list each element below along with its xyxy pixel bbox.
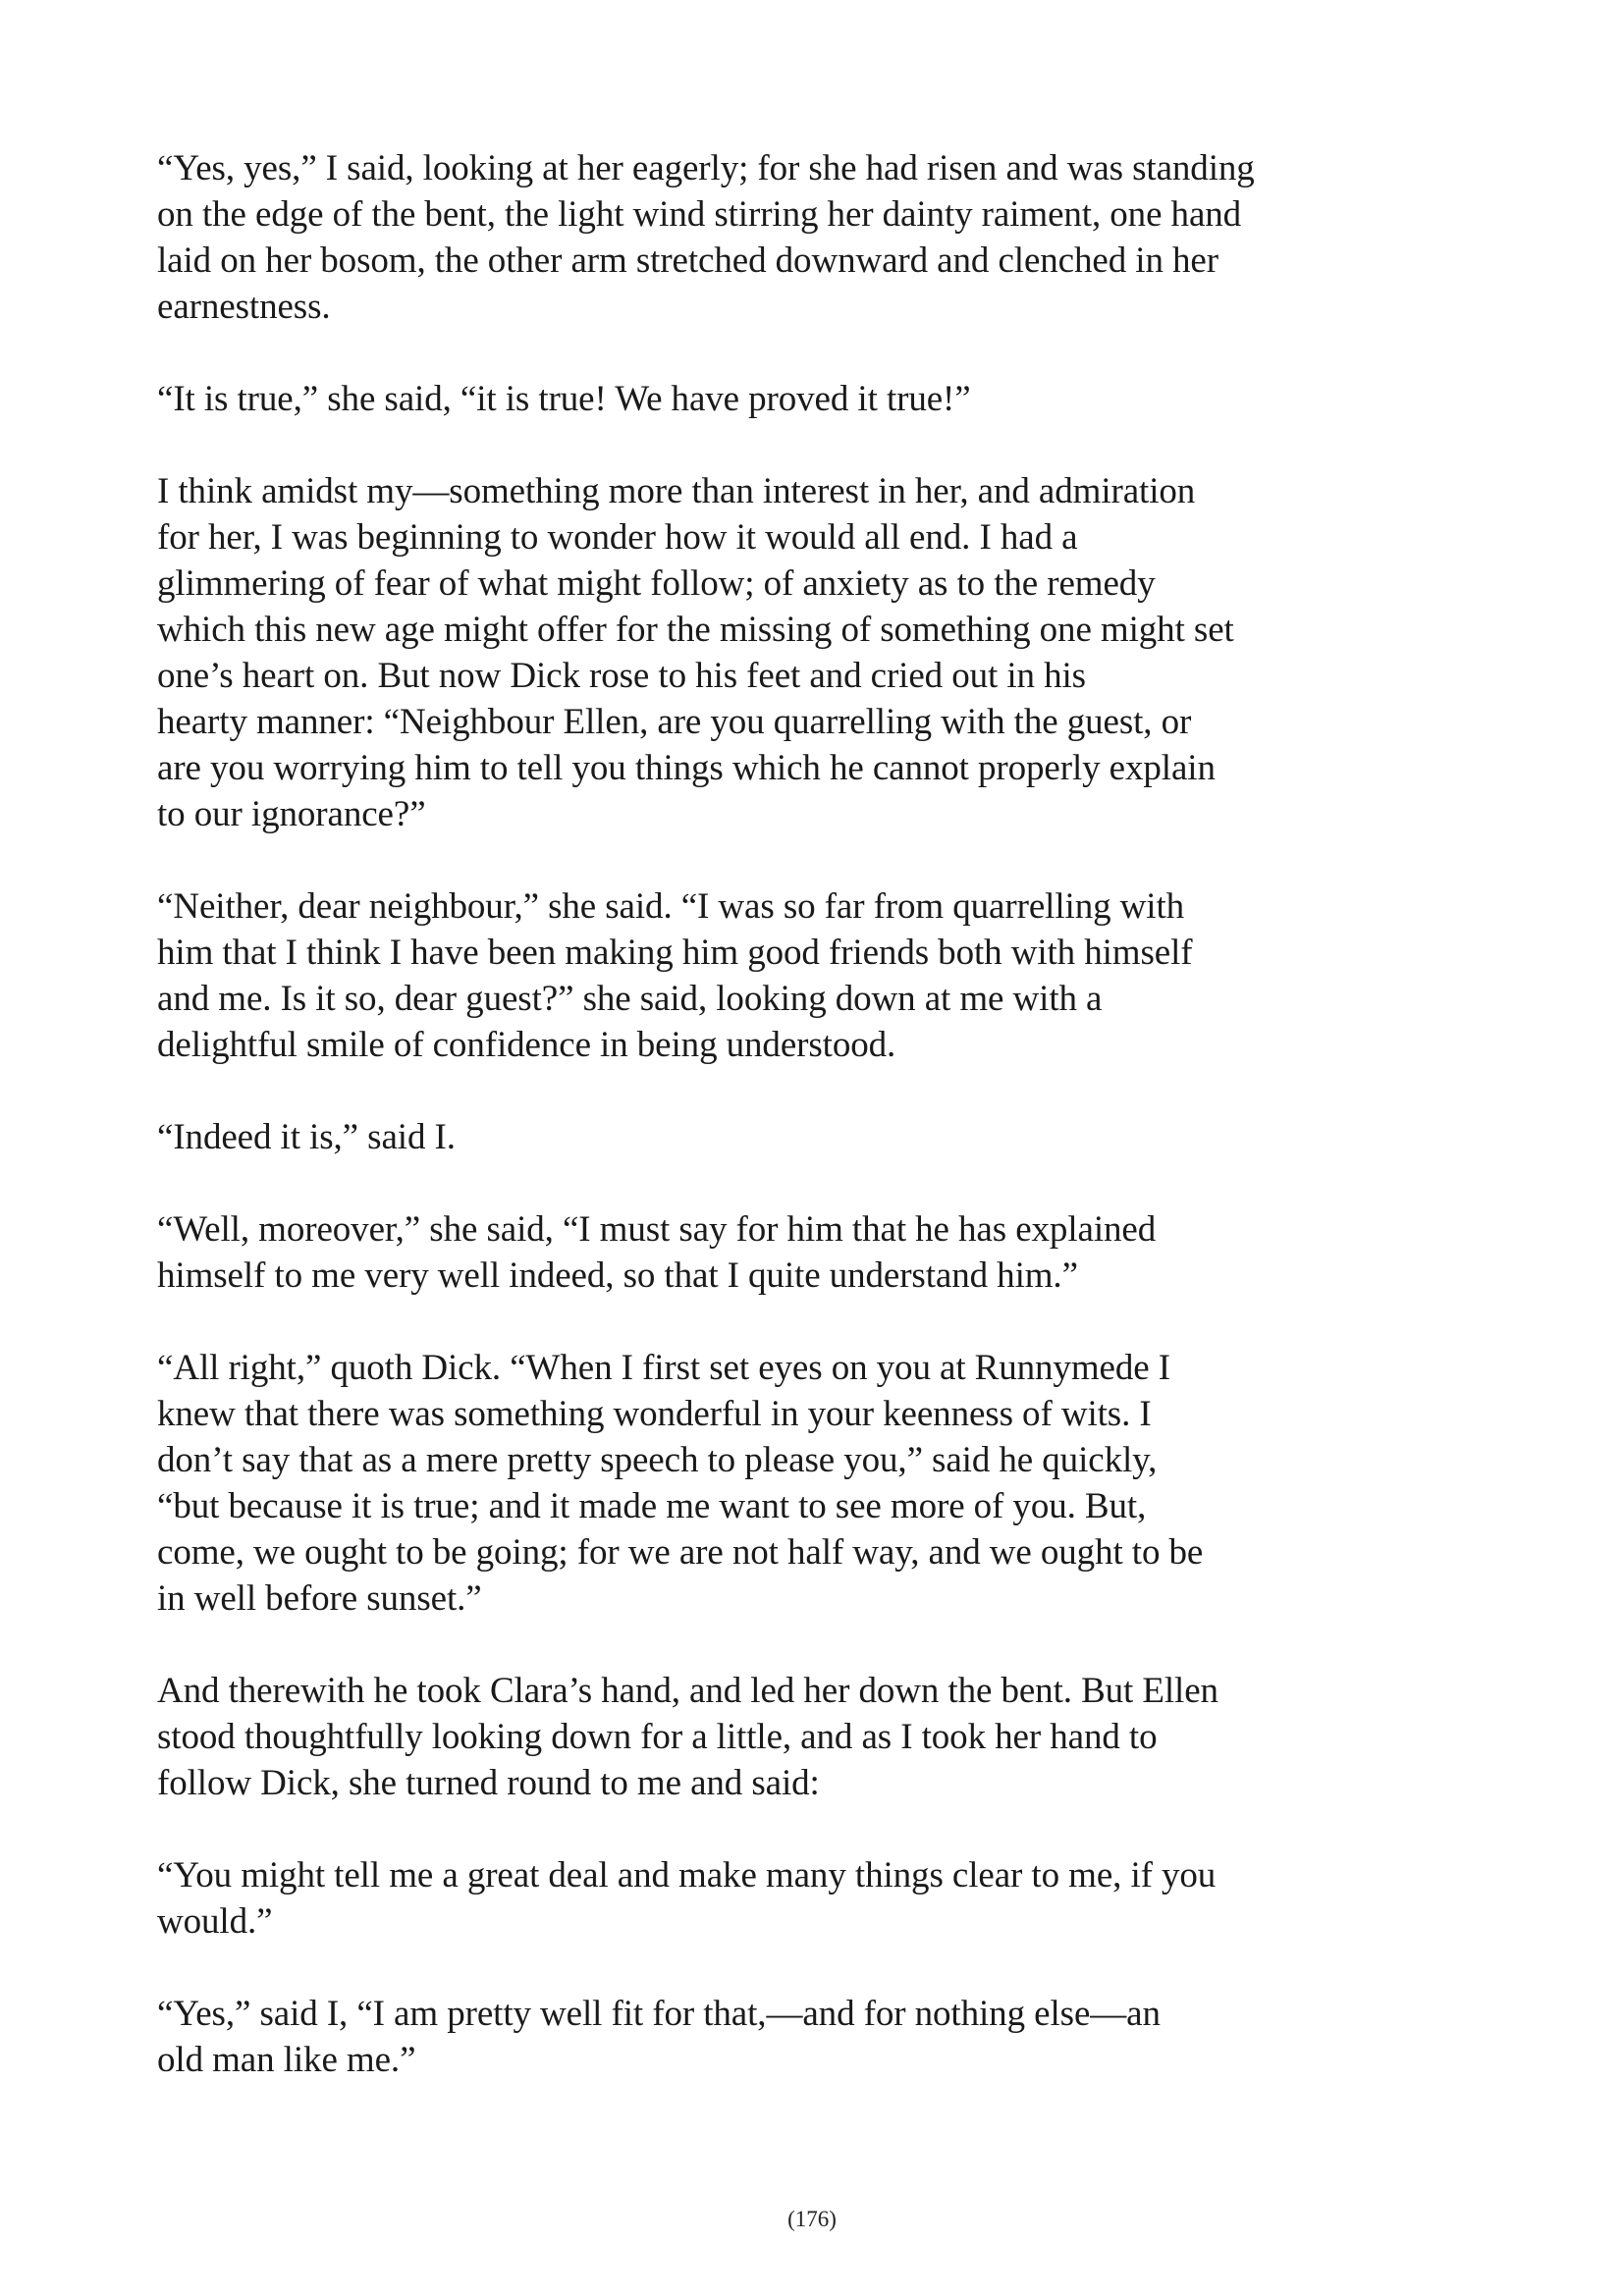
paragraph-7 <box>157 1345 1335 1622</box>
paragraph-4 <box>157 883 1335 1068</box>
text-line: knew that there was something wonderful in your keenness of wits. I <box>157 1394 1152 1434</box>
paragraph-10 <box>157 1991 1335 2083</box>
text-line: follow Dick, she turned round to me and said: <box>157 1763 820 1803</box>
text-line: on the edge of the bent, the light wind stirring her dainty raiment, one hand <box>157 194 1242 235</box>
text-line: glimmering of fear of what might follow; of anxiety as to the remedy <box>157 563 1156 604</box>
text-line: and me. Is it so, dear guest?” she said, looking down at me with a <box>157 979 1103 1019</box>
text-line: don’t say that as a mere pretty speech to please you,” said he quickly, <box>157 1440 1158 1480</box>
text-line: earnestness. <box>157 287 331 327</box>
text-line: laid on her bosom, the other arm stretched downward and clenched in her <box>157 240 1218 281</box>
paragraph-3 <box>157 468 1335 837</box>
page-body <box>157 145 1335 2129</box>
text-line: one’s heart on. But now Dick rose to his feet and cried out in his <box>157 656 1086 696</box>
text-line: old man like me.” <box>157 2040 416 2080</box>
page-number: (176) <box>787 2207 837 2231</box>
text-line: himself to me very well indeed, so that I quite understand him.” <box>157 1255 1078 1296</box>
text-line: “but because it is true; and it made me want to see more of you. But, <box>157 1486 1147 1526</box>
text-line: “It is true,” she said, “it is true! We have proved it true!” <box>157 379 971 419</box>
text-line: are you worrying him to tell you things which he cannot properly explain <box>157 748 1216 788</box>
text-line: come, we ought to be going; for we are not half way, and we ought to be <box>157 1532 1204 1573</box>
text-line: “Yes,” said I, “I am pretty well fit for that,—and for nothing else—an <box>157 1994 1161 2034</box>
text-line: “Indeed it is,” said I. <box>157 1117 456 1157</box>
text-line: And therewith he took Clara’s hand, and led her down the bent. But Ellen <box>157 1671 1218 1711</box>
text-line: “Neither, dear neighbour,” she said. “I was so far from quarrelling with <box>157 886 1185 927</box>
paragraph-6 <box>157 1206 1335 1299</box>
paragraph-9 <box>157 1852 1335 1945</box>
text-line: for her, I was beginning to wonder how it would all end. I had a <box>157 517 1078 558</box>
paragraph-1 <box>157 145 1335 330</box>
text-line: “Yes, yes,” I said, looking at her eagerly; for she had risen and was standing <box>157 148 1255 188</box>
text-line: I think amidst my—something more than interest in her, and admiration <box>157 471 1196 511</box>
text-line: which this new age might offer for the missing of something one might set <box>157 610 1234 650</box>
paragraph-8 <box>157 1668 1335 1806</box>
text-line: in well before sunset.” <box>157 1578 482 1619</box>
text-line: “All right,” quoth Dick. “When I first set eyes on you at Runnymede I <box>157 1348 1170 1388</box>
text-line: would.” <box>157 1901 273 1942</box>
text-line: him that I think I have been making him good friends both with himself <box>157 933 1193 973</box>
text-line: to our ignorance?” <box>157 794 426 834</box>
text-line: “Well, moreover,” she said, “I must say for him that he has explained <box>157 1209 1157 1250</box>
text-line: delightful smile of confidence in being understood. <box>157 1025 896 1065</box>
paragraph-2 <box>157 376 1335 422</box>
text-line: hearty manner: “Neighbour Ellen, are you quarrelling with the guest, or <box>157 702 1192 742</box>
text-line: “You might tell me a great deal and make many things clear to me, if you <box>157 1855 1217 1896</box>
paragraph-5 <box>157 1114 1335 1160</box>
text-line: stood thoughtfully looking down for a little, and as I took her hand to <box>157 1717 1158 1757</box>
